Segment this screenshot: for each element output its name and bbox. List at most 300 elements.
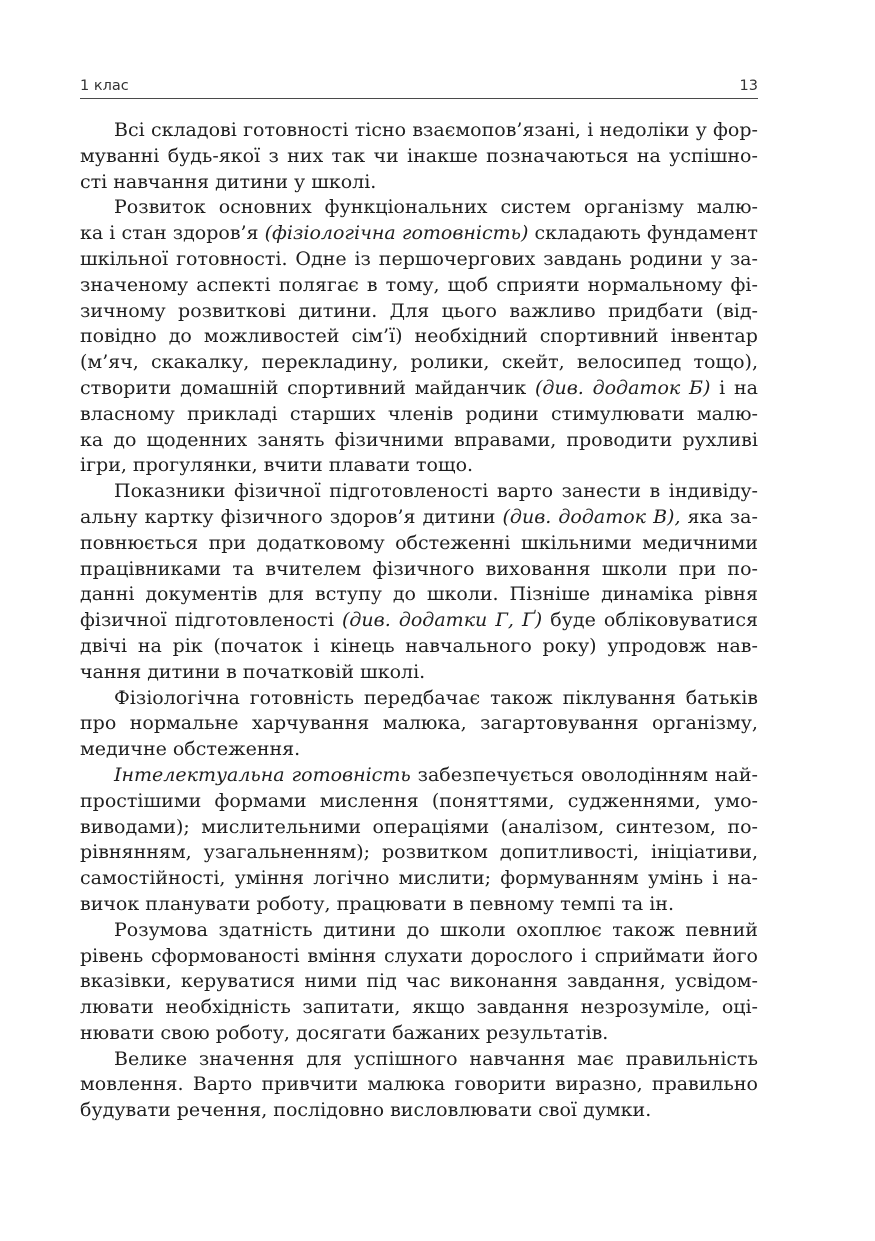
word: недоліки <box>599 119 690 141</box>
word: (див. <box>341 609 391 632</box>
word: узагальненням); <box>203 841 371 864</box>
word: скейт, <box>501 351 565 374</box>
paragraph <box>80 763 758 918</box>
text-line <box>80 634 758 660</box>
word: на <box>733 376 758 399</box>
word: варто <box>496 480 554 503</box>
word: в <box>226 660 237 683</box>
word: повнюється <box>80 531 199 554</box>
word: ка <box>80 428 104 451</box>
word: дитини <box>147 660 221 683</box>
word: формуванням <box>500 867 639 890</box>
word: плавати <box>328 454 410 477</box>
word: Для <box>389 299 430 322</box>
word: щоденних <box>146 428 248 451</box>
word: до <box>406 918 430 941</box>
word: малюка <box>367 1073 446 1096</box>
word: інакше <box>407 144 478 167</box>
word: повідно <box>80 325 157 348</box>
word: рівня <box>704 583 758 606</box>
word: із <box>354 247 371 270</box>
word: здоров’я <box>329 505 416 528</box>
word: фізичними <box>334 428 444 451</box>
word: мислительними <box>201 815 362 838</box>
word: мовлення. <box>80 1073 184 1096</box>
word: виразно, <box>555 1073 643 1096</box>
word: сім’ї) <box>351 325 403 348</box>
word: до <box>113 428 137 451</box>
text-line <box>80 453 758 479</box>
word: занять <box>257 428 325 451</box>
word: про <box>80 712 117 735</box>
word: забезпечується <box>417 763 575 786</box>
word: по- <box>727 815 758 838</box>
word: Одне <box>295 247 347 270</box>
word: судженнями, <box>567 789 701 812</box>
word: синтезом, <box>615 815 716 838</box>
word: позначаються <box>486 144 629 167</box>
text-line <box>80 944 758 970</box>
word: Пізніше <box>509 583 591 606</box>
word: рівень <box>80 944 144 967</box>
word: формами <box>214 789 307 812</box>
word: необхідність <box>165 996 291 1019</box>
word: рівнянням, <box>80 841 192 864</box>
word: фі- <box>730 273 758 296</box>
word: передбачає <box>363 686 481 709</box>
word: успішного <box>353 1047 458 1070</box>
word: ними <box>304 970 358 993</box>
text-line <box>80 505 758 531</box>
word: родини <box>629 247 703 270</box>
word: бажаних <box>392 1021 480 1044</box>
header-class-label: 1 клас <box>80 78 129 94</box>
word: говорити <box>454 1073 547 1096</box>
word: стан <box>121 222 167 245</box>
word: кінець <box>330 634 395 657</box>
paragraph <box>80 918 758 1047</box>
word: певний <box>685 918 758 941</box>
word: малюка, <box>382 712 467 735</box>
word: завдань <box>543 247 622 270</box>
word: динаміка <box>601 583 694 606</box>
word: перекладину, <box>261 351 399 374</box>
text-line <box>80 711 758 737</box>
word: оці- <box>721 996 758 1019</box>
word: навчання <box>113 170 210 193</box>
word: дитини <box>215 170 288 193</box>
word: скакалку, <box>151 351 250 374</box>
word: малю- <box>696 196 758 219</box>
word: операціями <box>372 815 490 838</box>
word: готовність) <box>401 222 529 245</box>
word: оволодінням <box>581 763 708 786</box>
word: створити <box>80 376 172 399</box>
word: Розвиток <box>114 196 206 219</box>
word: Б) <box>689 376 711 399</box>
word: документів <box>145 583 258 606</box>
word: муванні <box>80 144 160 167</box>
word: початковій <box>242 660 355 683</box>
word: керуватися <box>180 970 296 993</box>
word: старших <box>289 402 376 425</box>
word: домашній <box>180 376 279 399</box>
word: у <box>710 247 722 270</box>
text-line <box>80 118 758 144</box>
word: по- <box>727 557 758 580</box>
word: незрозуміле, <box>580 996 711 1019</box>
word: для <box>306 1047 342 1070</box>
word: додатки <box>398 609 488 632</box>
word: обстеженні <box>395 531 511 554</box>
text-line <box>80 428 758 454</box>
word: харчування <box>251 712 370 735</box>
text-line <box>80 866 758 892</box>
word: нормальному <box>587 273 723 296</box>
word: і <box>313 634 320 657</box>
word: на <box>636 144 661 167</box>
word: вчителем <box>265 557 362 580</box>
word: рухливі <box>682 428 758 451</box>
word: здатність <box>218 918 313 941</box>
word: школі. <box>311 170 377 193</box>
word: та <box>621 892 644 915</box>
word: будувати <box>80 1099 171 1122</box>
word: власному <box>80 402 175 425</box>
word: свої <box>538 1099 577 1122</box>
word: час <box>406 970 441 993</box>
word: готовність <box>291 763 411 786</box>
word: шкільної <box>80 247 169 270</box>
word: у <box>294 170 306 193</box>
word: з <box>268 144 279 167</box>
word: слухати <box>383 944 464 967</box>
text-line <box>80 582 758 608</box>
word: за- <box>729 505 758 528</box>
word: навчального <box>405 634 532 657</box>
word: В), <box>653 505 681 528</box>
word: вчити <box>263 454 323 477</box>
word: інвентар <box>670 325 758 348</box>
word: спортивний <box>287 376 406 399</box>
word: систем <box>500 196 571 219</box>
word: значеному <box>80 273 189 296</box>
word: додатковому <box>256 531 385 554</box>
word: медичними <box>642 531 758 554</box>
word: фундамент <box>646 222 758 245</box>
word: полягає <box>278 273 359 296</box>
word: майданчик <box>414 376 527 399</box>
word: функціональних <box>324 196 488 219</box>
word: (м’яч, <box>80 351 139 374</box>
word: Розумова <box>114 918 209 941</box>
word: обстеження. <box>172 738 301 761</box>
word: в <box>452 892 464 915</box>
word: най- <box>714 763 758 786</box>
word: виконання <box>449 970 558 993</box>
word: підготовленості <box>174 609 334 632</box>
word: роботу, <box>215 1021 290 1044</box>
word: школи <box>601 557 668 580</box>
word: простішими <box>80 789 202 812</box>
text-line <box>80 195 758 221</box>
word: мислення <box>319 789 419 812</box>
text-line <box>80 969 758 995</box>
word: тощо), <box>693 351 758 374</box>
word: занести <box>561 480 641 503</box>
word: готовності <box>243 119 349 141</box>
word: придбати <box>608 299 704 322</box>
text-line <box>80 144 758 170</box>
word: складові <box>150 119 237 141</box>
word: роботу, <box>256 892 331 915</box>
word: до <box>168 325 192 348</box>
text-line <box>80 660 758 686</box>
word: у <box>695 119 707 141</box>
paragraph <box>80 479 758 685</box>
word: (від- <box>715 299 758 322</box>
word: має <box>577 1047 614 1070</box>
word: планувати <box>145 892 251 915</box>
word: (фізіологічна <box>264 222 396 245</box>
word: (див. <box>502 505 552 528</box>
paragraph <box>80 686 758 763</box>
word: (початок <box>213 634 303 657</box>
word: шкільними <box>520 531 632 554</box>
word: основних <box>218 196 312 219</box>
word: дитини. <box>298 299 378 322</box>
word: за- <box>729 247 758 270</box>
word: правильно <box>651 1073 758 1096</box>
word: самостійності, <box>80 867 226 890</box>
word: можливостей <box>203 325 340 348</box>
word: Варто <box>192 1073 253 1096</box>
word: певному <box>469 892 555 915</box>
word: завдання, <box>566 970 666 993</box>
word: в <box>649 480 661 503</box>
text-line <box>80 892 758 918</box>
word: аспекті <box>196 273 271 296</box>
word: допитливості, <box>499 841 640 864</box>
word: індивіду- <box>668 480 758 503</box>
word: упродовж <box>607 634 707 657</box>
word: тощо. <box>415 454 474 477</box>
word: та <box>232 557 255 580</box>
word: охоплює <box>516 918 602 941</box>
word: сформованості <box>150 944 300 967</box>
word: цього <box>441 299 497 322</box>
running-header <box>80 78 758 96</box>
word: Велике <box>114 1047 188 1070</box>
word: якщо <box>411 996 465 1019</box>
word: тісно <box>354 119 407 141</box>
word: його <box>712 944 758 967</box>
text-line <box>80 686 758 712</box>
word: виводами); <box>80 815 190 838</box>
word: обліковуватися <box>603 609 758 632</box>
word: мислити; <box>398 867 492 890</box>
word: дитини <box>323 918 396 941</box>
word: підготовленості <box>329 480 489 503</box>
word: першочергових <box>378 247 536 270</box>
word: родини <box>465 402 539 425</box>
word: логічно <box>313 867 390 890</box>
word: думки. <box>583 1099 652 1122</box>
word: сприймати <box>594 944 705 967</box>
word: загартовування <box>480 712 639 735</box>
word: так <box>331 144 366 167</box>
word: буде <box>550 609 596 632</box>
paragraph <box>80 195 758 479</box>
word: школи <box>440 918 506 941</box>
word: дорослого <box>470 944 574 967</box>
word: будь-якої <box>167 144 261 167</box>
text-line <box>80 402 758 428</box>
word: темпі <box>560 892 616 915</box>
word: умо- <box>714 789 758 812</box>
text-line <box>80 170 758 196</box>
word: прикладі <box>187 402 278 425</box>
word: висловлювати <box>390 1099 533 1122</box>
word: медичне <box>80 738 167 761</box>
word: також <box>612 918 675 941</box>
word: на- <box>727 867 758 890</box>
word: піклування <box>562 686 676 709</box>
text-line <box>80 608 758 634</box>
word: тому, <box>385 273 440 296</box>
word: речення, <box>176 1099 268 1122</box>
word: альну <box>80 505 138 528</box>
word: досягати <box>295 1021 387 1044</box>
word: щоб <box>447 273 489 296</box>
word: лювати <box>80 996 154 1019</box>
word: фізичної <box>80 609 167 632</box>
text-line <box>80 840 758 866</box>
text-line <box>80 350 758 376</box>
paragraph <box>80 1047 758 1124</box>
word: чи <box>373 144 399 167</box>
word: фізичної <box>233 480 321 503</box>
text-line <box>80 737 758 763</box>
word: вичок <box>80 892 140 915</box>
word: успішно- <box>669 144 758 167</box>
word: Г, <box>495 609 514 632</box>
word: проводити <box>566 428 673 451</box>
text-line <box>80 763 758 789</box>
word: працювати <box>336 892 447 915</box>
word: вміння <box>307 944 377 967</box>
word: батьків <box>685 686 758 709</box>
page-number: 13 <box>739 78 758 94</box>
word: членів <box>387 402 454 425</box>
word: ролики, <box>410 351 490 374</box>
text-line <box>80 815 758 841</box>
word: правильність <box>625 1047 758 1070</box>
word: працівниками <box>80 557 222 580</box>
word: Всі <box>114 119 145 141</box>
word: (див. <box>535 376 584 399</box>
text-line <box>80 299 758 325</box>
word: завдання <box>476 996 570 1019</box>
word: Фізіологічна <box>114 686 240 709</box>
text-line <box>80 273 758 299</box>
word: і <box>587 119 594 141</box>
word: стимулювати <box>550 402 685 425</box>
text-line <box>80 479 758 505</box>
word: сті <box>80 170 108 193</box>
word: двічі <box>80 634 128 657</box>
header-divider <box>80 98 758 99</box>
word: нювати <box>80 1021 155 1044</box>
text-line <box>80 221 758 247</box>
word: необхідний <box>414 325 528 348</box>
text-line <box>80 1047 758 1073</box>
word: дитини <box>422 505 496 528</box>
word: навчання <box>469 1047 566 1070</box>
word: чання <box>80 660 142 683</box>
word: (аналізом, <box>500 815 605 838</box>
word: запитати, <box>302 996 401 1019</box>
word: розвиткові <box>178 299 286 322</box>
word: Інтелектуальна <box>114 763 285 786</box>
text-line <box>80 995 758 1021</box>
word: зичному <box>80 299 166 322</box>
text-line <box>80 1021 758 1047</box>
word: для <box>268 583 305 606</box>
word: них <box>287 144 324 167</box>
word: додаток <box>592 376 681 399</box>
word: Показники <box>114 480 226 503</box>
word: і <box>719 376 726 399</box>
word: значення <box>198 1047 295 1070</box>
word: результатів. <box>485 1021 609 1044</box>
word: розвитком <box>382 841 488 864</box>
word: уміння <box>234 867 305 890</box>
word: (поняттями, <box>431 789 555 812</box>
text-line <box>80 1098 758 1124</box>
word: і <box>580 944 587 967</box>
word: взаємопов’язані, <box>412 119 581 141</box>
word: фізичного <box>220 505 323 528</box>
text-line <box>80 531 758 557</box>
word: на <box>137 634 162 657</box>
word: ін. <box>649 892 674 915</box>
word: виховання <box>485 557 591 580</box>
word: додаток <box>558 505 647 528</box>
word: складають <box>534 222 641 245</box>
word: організму <box>583 196 684 219</box>
text-line <box>80 789 758 815</box>
text-line <box>80 918 758 944</box>
word: ініціативи, <box>650 841 758 864</box>
word: вступу <box>315 583 382 606</box>
word: школі. <box>360 660 426 683</box>
word: картку <box>144 505 214 528</box>
word: яка <box>687 505 723 528</box>
word: прогулянки, <box>132 454 258 477</box>
word: рік <box>172 634 203 657</box>
word: фізичного <box>372 557 475 580</box>
text-line <box>80 557 758 583</box>
word: привчити <box>261 1073 359 1096</box>
paragraph <box>80 118 758 195</box>
word: умінь <box>648 867 704 890</box>
word: при <box>208 531 247 554</box>
body-text <box>80 118 758 1124</box>
word: нав- <box>716 634 758 657</box>
text-line <box>80 247 758 273</box>
word: до <box>392 583 416 606</box>
